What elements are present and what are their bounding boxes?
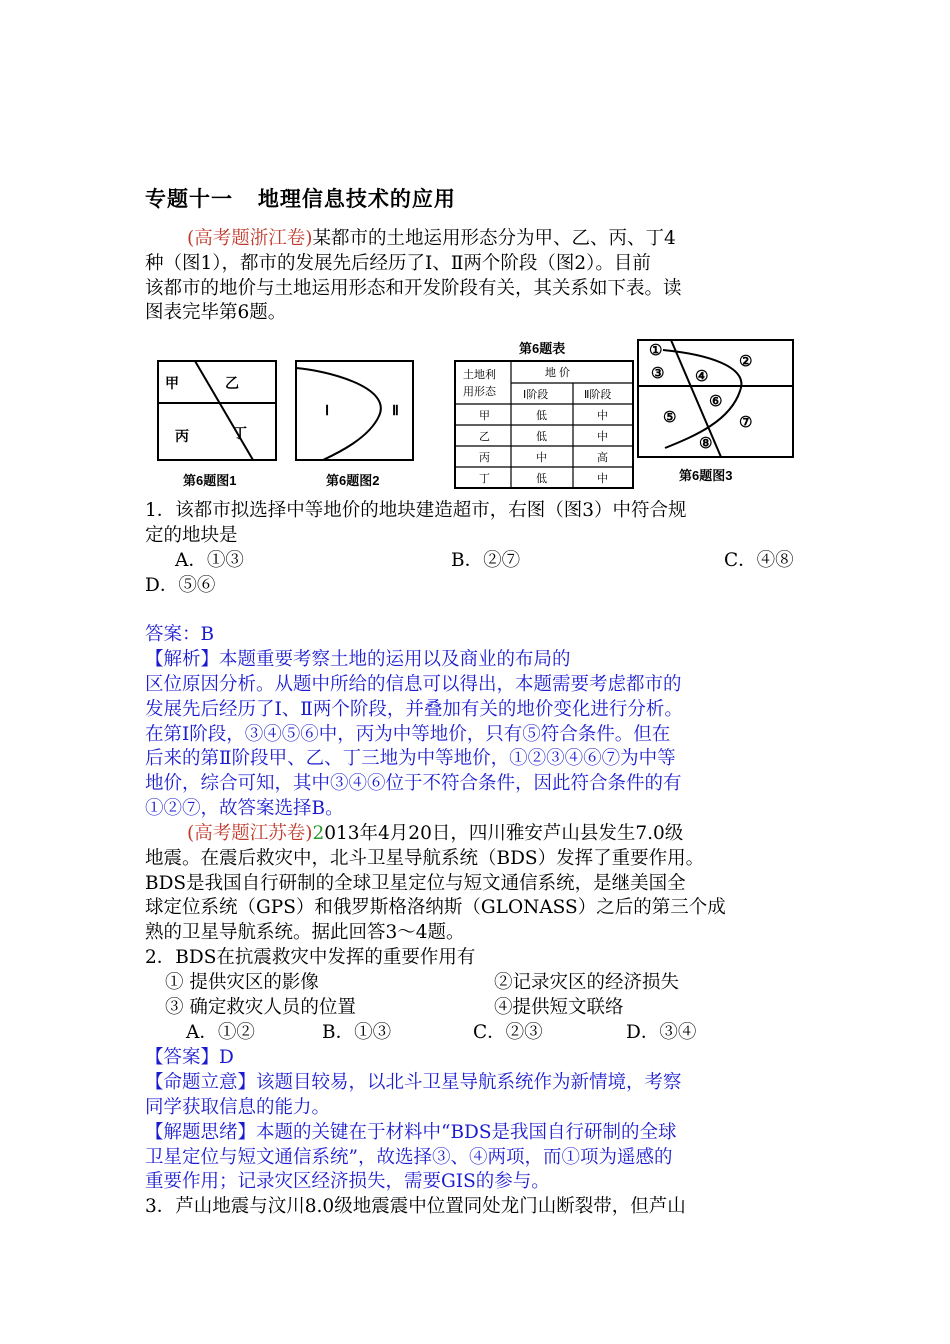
figure-3 [635, 336, 797, 488]
table-header-stage1: Ⅰ阶段 [523, 389, 549, 401]
fig3-label-8: ⑧ [699, 435, 713, 452]
table-row-s1: 低 [536, 431, 547, 443]
q2-intent-line1: 【命题立意】该题目较易，以北斗卫星导航系统作为新情境，考察 [145, 1072, 682, 1093]
fig3-label-5: ⑤ [663, 409, 677, 426]
q1-intro-line4: 图表完毕第6题。 [145, 302, 287, 323]
fig1-label-ding: 丁 [233, 425, 247, 441]
q2-answer: 【答案】D [145, 1047, 234, 1068]
table-row-land: 丁 [479, 473, 490, 485]
table-row-land: 乙 [479, 431, 490, 443]
q1-intro-line2: 种（图1），都市的发展先后经历了Ⅰ、Ⅱ两个阶段（图2）。目前 [145, 253, 651, 274]
table-row-land: 甲 [479, 410, 490, 422]
q2-idea-line2: 卫星定位与短文通信系统”，故选择③、④两项，而①项为遥感的 [145, 1147, 673, 1168]
figure-1-caption: 第6题图1 [183, 473, 237, 488]
q2-item-2: ②记录灾区的经济损失 [494, 972, 680, 993]
table-row-s1: 中 [536, 452, 547, 464]
figure-1-diagram [155, 358, 280, 488]
q2-stem: 2．BDS在抗震救灾中发挥的重要作用有 [145, 947, 476, 968]
q1-stem-line2: 定的地块是 [145, 525, 238, 546]
q1-option-b: B．②⑦ [451, 550, 521, 571]
q2-item-1: ① 提供灾区的影像 [165, 972, 319, 993]
page-title: 专题十一 地理信息技术的应用 [145, 187, 456, 211]
q1-analysis-line: 【解析】本题重要考察土地的运用以及商业的布局的 [145, 649, 571, 670]
q2-option-a: A．①② [186, 1022, 255, 1043]
fig2-label-i: Ⅰ [325, 402, 330, 418]
q2-intro-line3: BDS是我国自行研制的全球卫星定位与短文通信系统，是继美国全 [145, 873, 686, 894]
q2-intro-line1: (高考题江苏卷)2013年4月20日，四川雅安芦山县发生7.0级 [187, 823, 684, 844]
fig1-label-bing: 丙 [175, 428, 189, 444]
figure-2-caption: 第6题图2 [326, 473, 380, 488]
q1-stem-line1: 1．该都市拟选择中等地价的地块建造超市，右图（图3）中符合规 [145, 500, 687, 521]
q2-option-c: C．②③ [473, 1022, 543, 1043]
fig1-label-yi: 乙 [225, 375, 239, 391]
fig3-label-2: ② [739, 353, 753, 370]
fig2-label-ii: Ⅱ [392, 402, 399, 418]
table-grid [453, 358, 635, 493]
figure-3-diagram [635, 336, 797, 461]
q2-intent-line2: 同学获取信息的能力。 [145, 1097, 331, 1118]
q1-analysis-line: 地价，综合可知，其中③④⑥位于不符合条件，因此符合条件的有 [145, 773, 682, 794]
fig3-label-6: ⑥ [709, 393, 723, 410]
table-header-land-1: 土地利 [463, 369, 496, 381]
q1-source: (高考题浙江卷) [187, 228, 313, 249]
q2-idea-line1: 【解题思绪】本题的关键在于材料中“BDS是我国自行研制的全球 [145, 1122, 677, 1143]
q2-idea-line3: 重要作用；记录灾区经济损失，需要GIS的参与。 [145, 1171, 550, 1192]
figure-1 [155, 358, 280, 488]
q2-intro-line2: 地震。在震后救灾中，北斗卫星导航系统（BDS）发挥了重要作用。 [145, 848, 705, 869]
table-row-s2: 中 [597, 410, 608, 422]
q1-analysis-line: 后来的第Ⅱ阶段甲、乙、丁三地为中等地价，①②③④⑥⑦为中等 [145, 748, 676, 769]
q3-stem-line1: 3．芦山地震与汶川8.0级地震震中位置同处龙门山断裂带，但芦山 [145, 1196, 686, 1217]
fig1-label-jia: 甲 [165, 375, 179, 391]
figure-2 [293, 358, 418, 488]
q1-intro-line1: (高考题浙江卷)某都市的土地运用形态分为甲、乙、丙、丁4 [187, 228, 676, 249]
q1-option-d: D．⑤⑥ [145, 575, 216, 596]
table-row-s2: 中 [597, 431, 608, 443]
table-header-stage2: Ⅱ阶段 [584, 389, 612, 401]
q1-option-a: A．①③ [175, 550, 244, 571]
q1-analysis-line: 发展先后经历了Ⅰ、Ⅱ两个阶段，并叠加有关的地价变化进行分析。 [145, 699, 683, 720]
table-row-land: 丙 [479, 452, 490, 464]
q2-option-d: D．③④ [626, 1022, 697, 1043]
table-row-s1: 低 [536, 410, 547, 422]
table-header-land-2: 用形态 [463, 386, 496, 398]
fig3-label-4: ④ [695, 368, 709, 385]
table-row-s1: 低 [536, 473, 547, 485]
table-row-s2: 中 [597, 473, 608, 485]
figure-2-diagram [293, 358, 418, 488]
fig3-label-3: ③ [651, 365, 665, 382]
q2-option-b: B．①③ [322, 1022, 392, 1043]
q2-item-3: ③ 确定救灾人员的位置 [165, 997, 356, 1018]
q1-analysis-line: ①②⑦，故答案选择B。 [145, 798, 344, 819]
q2-intro-line4: 球定位系统（GPS）和俄罗斯格洛纳斯（GLONASS）之后的第三个成 [145, 897, 726, 918]
fig3-label-7: ⑦ [739, 414, 753, 431]
q1-analysis-line: 在第Ⅰ阶段，③④⑤⑥中，丙为中等地价，只有⑤符合条件。但在 [145, 724, 671, 745]
q1-intro-line3: 该都市的地价与土地运用形态和开发阶段有关，其关系如下表。读 [145, 278, 682, 299]
q1-answer: 答案：B [145, 624, 215, 645]
figure-table [453, 338, 635, 488]
table-row-s2: 高 [597, 452, 608, 464]
table-caption: 第6题表 [519, 341, 566, 356]
figure-3-caption: 第6题图3 [679, 468, 733, 483]
fig3-label-1: ① [649, 342, 663, 359]
q1-option-c: C．④⑧ [724, 550, 794, 571]
q1-analysis-line: 区位原因分析。从题中所给的信息可以得出，本题需要考虑都市的 [145, 674, 682, 695]
q2-intro-line5: 熟的卫星导航系统。据此回答3～4题。 [145, 922, 465, 943]
q2-item-4: ④提供短文联络 [494, 997, 624, 1018]
table-header-price: 地 价 [545, 367, 571, 379]
q2-source: (高考题江苏卷) [187, 823, 313, 844]
